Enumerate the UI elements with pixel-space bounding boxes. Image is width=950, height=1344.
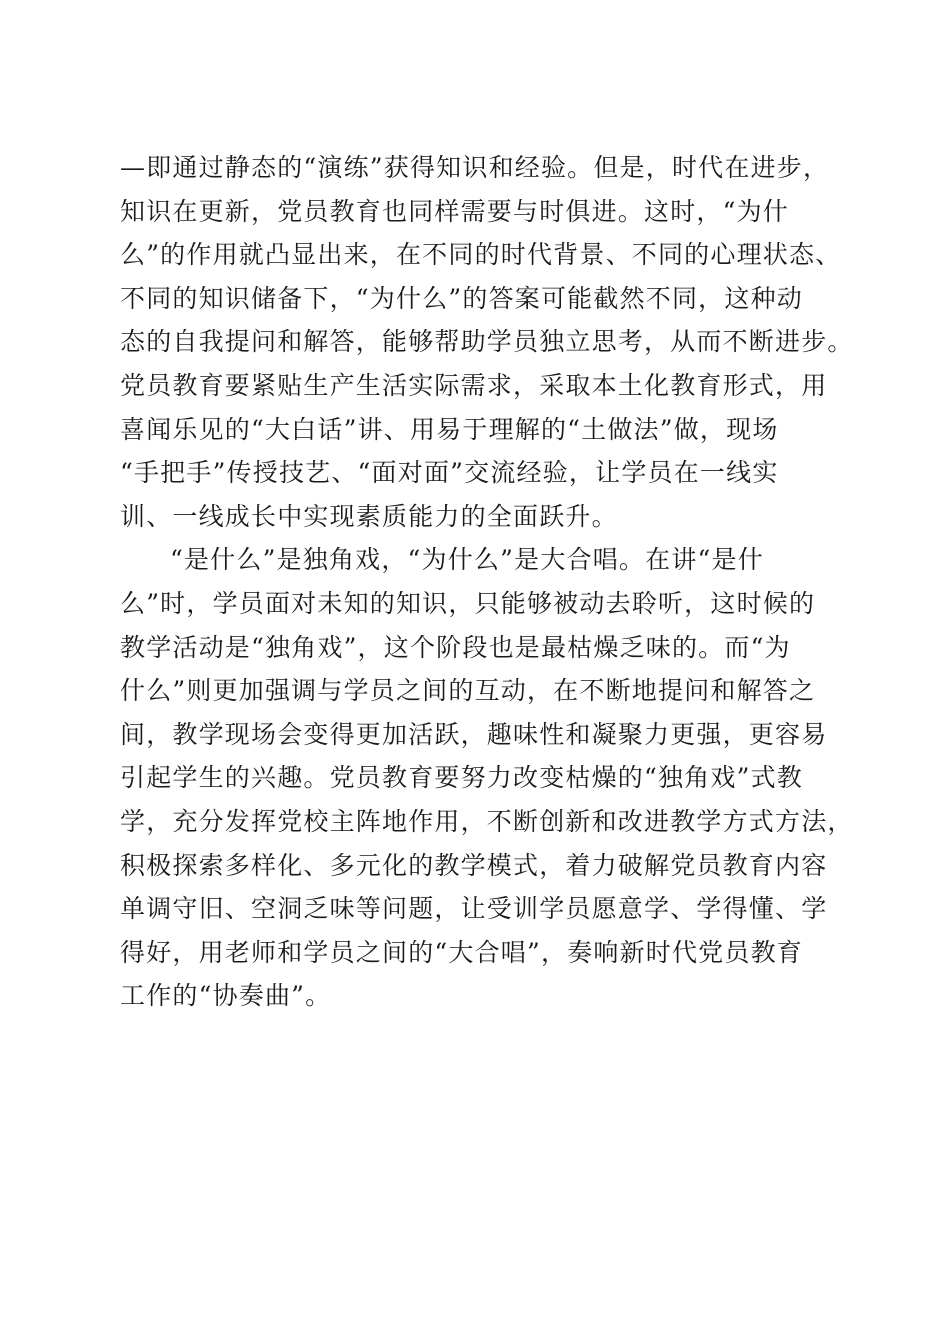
- text-line: 训、一线成长中实现素质能力的全面跃升。: [120, 501, 618, 531]
- text-line: —即通过静态的“演练”获得知识和经验。但是，时代在进步，: [120, 153, 830, 182]
- text-line: 单调守旧、空洞乏味等问题，让受训学员愿意学、学得懂、学: [120, 894, 828, 924]
- text-line: 学，充分发挥党校主阵地作用，不断创新和改进教学方式方法，: [120, 806, 854, 836]
- text-line: 什么”则更加强调与学员之间的互动，在不断地提问和解答之: [120, 676, 816, 706]
- text-line: 工作的“协奏曲”。: [120, 981, 332, 1011]
- text-line: 知识在更新，党员教育也同样需要与时俱进。这时，“为什: [120, 196, 789, 226]
- text-line: 喜闻乐见的“大白话”讲、用易于理解的“土做法”做，现场: [120, 414, 779, 444]
- text-line: 引起学生的兴趣。党员教育要努力改变枯燥的“独角戏”式教: [120, 763, 803, 793]
- text-line: 么”时，学员面对未知的知识，只能够被动去聆听，这时候的: [120, 588, 816, 618]
- text-line: 么”的作用就凸显出来，在不同的时代背景、不同的心理状态、: [120, 240, 842, 270]
- text-line: 党员教育要紧贴生产生活实际需求，采取本土化教育形式，用: [120, 370, 828, 400]
- text-line: 积极探索多样化、多元化的教学模式，着力破解党员教育内容: [120, 850, 828, 880]
- text-line: 不同的知识储备下，“为什么”的答案可能截然不同，这种动: [120, 283, 803, 313]
- text-line: 态的自我提问和解答，能够帮助学员独立思考，从而不断进步。: [120, 327, 854, 357]
- text-line: “手把手”传授技艺、“面对面”交流经验，让学员在一线实: [120, 458, 779, 488]
- text-line: 间，教学现场会变得更加活跃，趣味性和凝聚力更强，更容易: [120, 719, 828, 749]
- text-line: “是什么”是独角戏，“为什么”是大合唱。在讲“是什: [170, 545, 764, 575]
- text-line: 得好，用老师和学员之间的“大合唱”，奏响新时代党员教育: [120, 937, 803, 967]
- text-line: 教学活动是“独角戏”，这个阶段也是最枯燥乏味的。而“为: [120, 632, 791, 662]
- body-text: [120, 146, 854, 1018]
